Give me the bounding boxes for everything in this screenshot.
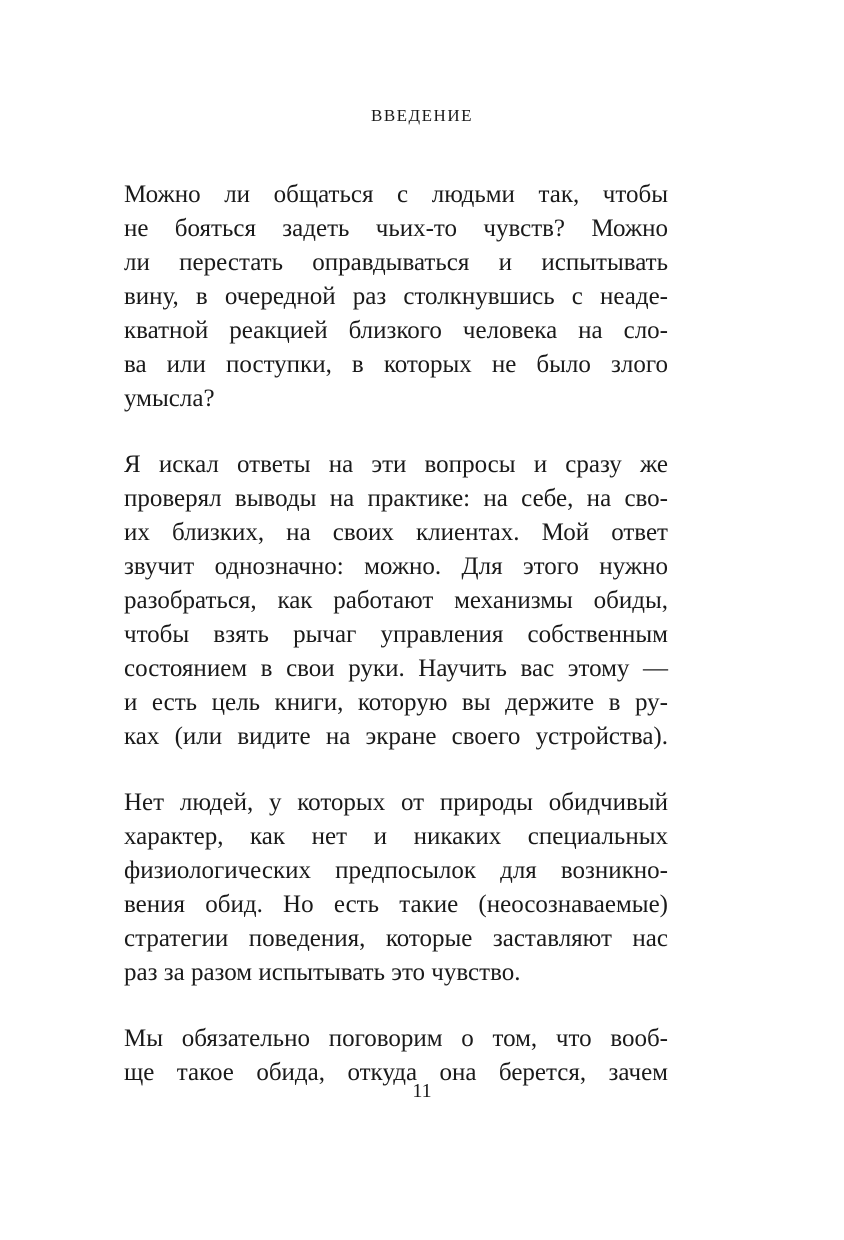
text-line: и есть цель книги, которую вы держите в ру- [124,689,668,716]
text-line: ках (или видите на экране своего устройства). [124,723,668,750]
text-line: раз за разом испытывать это чувство. [124,959,521,986]
text-line: Мы обязательно поговорим о том, что вооб- [124,1025,668,1052]
text-line: звучит однозначно: можно. Для этого нужно [124,553,668,580]
text-line: Я искал ответы на эти вопросы и сразу же [124,451,668,478]
running-head: ВВЕДЕНИЕ [371,106,473,125]
text-line: ще такое обида, откуда она берется, зачем [124,1059,668,1086]
page-number: 11 [412,1080,432,1102]
paragraph-2 [124,448,668,754]
text-line: состоянием в свои руки. Научить вас этому — [124,655,668,682]
text-line: проверял выводы на практике: на себе, на сво- [124,485,668,512]
text-line: Нет людей, у которых от природы обидчивый [124,789,668,816]
text-line: кватной реакцией близкого человека на сло- [124,317,668,344]
text-line: их близких, на своих клиентах. Мой ответ [124,519,668,546]
text-line: умысла? [124,385,215,412]
text-line: вину, в очередной раз столкнувшись с неаде- [124,283,668,310]
text-line: не бояться задеть чьих-то чувств? Можно [124,215,668,242]
body-text [124,178,668,1122]
text-line: ли перестать оправдываться и испытывать [124,249,668,276]
text-line: ва или поступки, в которых не было злого [124,351,668,378]
text-line: вения обид. Но есть такие (неосознаваемые) [124,891,668,918]
text-line: разобраться, как работают механизмы обиды, [124,587,668,614]
text-line: Можно ли общаться с людьми так, чтобы [124,181,668,208]
text-line: стратегии поведения, которые заставляют нас [124,925,668,952]
text-line: характер, как нет и никаких специальных [124,823,668,850]
text-line: чтобы взять рычаг управления собственным [124,621,668,648]
paragraph-3 [124,786,668,990]
paragraph-1 [124,178,668,416]
text-line: физиологических предпосылок для возникно- [124,857,668,884]
